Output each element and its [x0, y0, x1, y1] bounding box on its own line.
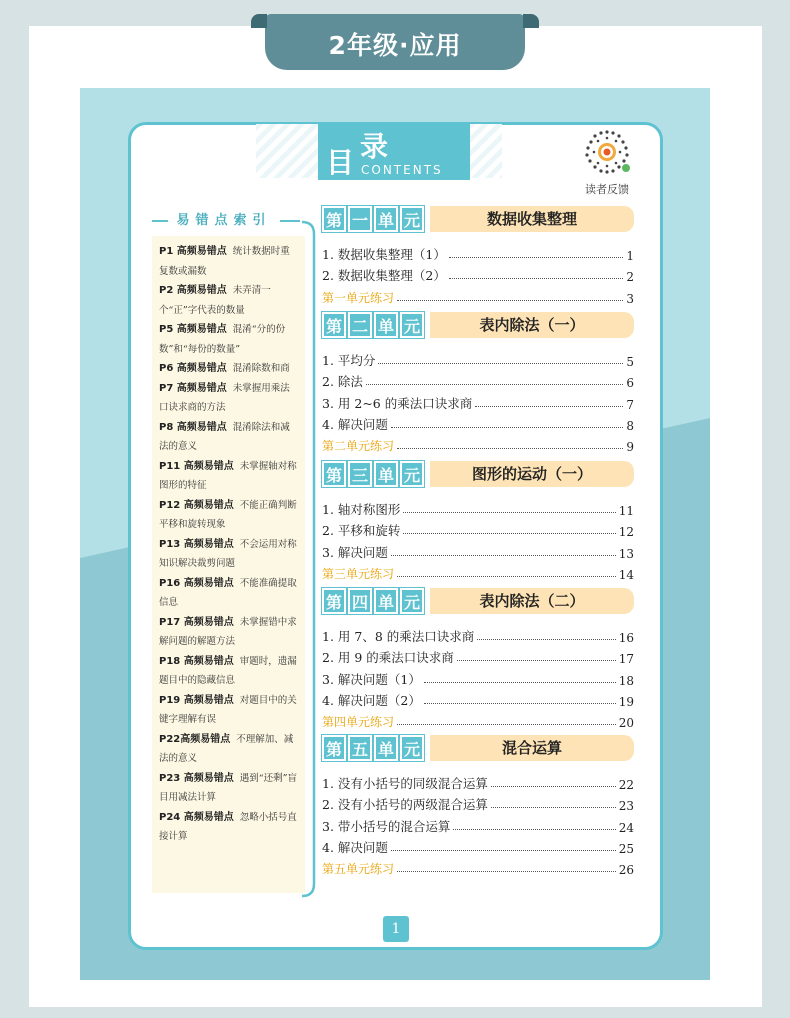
toc-leader-dots: [491, 807, 616, 808]
error-index-item[interactable]: [159, 574, 299, 613]
toc-lesson-row[interactable]: [322, 518, 634, 539]
toc-practice-row[interactable]: [322, 433, 634, 454]
toc-unit: [322, 735, 634, 877]
unit-name: 图形的运动（一）: [430, 461, 634, 487]
unit-name: 混合运算: [430, 735, 634, 761]
toc-lesson-row[interactable]: [322, 813, 634, 834]
unit-char: 第: [322, 735, 346, 761]
unit-number-label: [322, 312, 424, 338]
toc-leader-dots: [453, 829, 615, 830]
toc-row-title: 第四单元练习: [322, 714, 395, 729]
error-index-text: 混淆除数和商: [232, 363, 290, 374]
toc-row-title: 2. 平移和旋转: [322, 523, 401, 539]
unit-char: 一: [348, 206, 372, 232]
toc-leader-dots: [477, 639, 615, 640]
error-index-text: 混淆“分的份数”和“每份的数量”: [159, 324, 286, 355]
toc-leader-dots: [397, 576, 616, 577]
error-index-text: 统计数据时重复数或漏数: [159, 246, 290, 277]
toc-row-title: 第五单元练习: [322, 861, 395, 876]
unit-char: 单: [374, 735, 398, 761]
unit-name: 表内除法（一）: [430, 312, 634, 338]
toc-leader-dots: [403, 533, 615, 534]
error-index-item[interactable]: [159, 242, 299, 281]
toc-row-page: 5: [626, 355, 634, 370]
unit-lesson-list: [322, 771, 634, 877]
toc-leader-dots: [378, 363, 623, 364]
error-index-text: 未弄清一个“正”字代表的数量: [159, 285, 271, 316]
toc-row-title: 2. 用 9 的乘法口诀求商: [322, 650, 454, 666]
error-index-text: 审题时，遗漏题目中的隐藏信息: [159, 655, 297, 686]
error-index-item[interactable]: [159, 379, 299, 418]
toc-leader-dots: [449, 257, 624, 258]
error-index-text: 忽略小括号直接计算: [159, 811, 297, 842]
toc-row-title: 4. 解决问题: [322, 416, 388, 432]
unit-char: 单: [374, 588, 398, 614]
error-index-page: P16 高频易错点: [159, 577, 234, 589]
toc-leader-dots: [475, 406, 623, 407]
toc-row-title: 2. 数据收集整理（2）: [322, 268, 446, 284]
toc-row-title: 3. 解决问题（1）: [322, 671, 421, 687]
unit-char: 第: [322, 461, 346, 487]
unit-char: 三: [348, 461, 372, 487]
toc-row-page: 23: [618, 799, 634, 814]
error-index-page: P12 高频易错点: [159, 499, 234, 511]
unit-name: 表内除法（二）: [430, 588, 634, 614]
toc-row-title: 4. 解决问题（2）: [322, 692, 421, 708]
error-index-text: 不会运用对称知识解决裁剪问题: [159, 538, 297, 569]
toc-row-title: 3. 解决问题: [322, 544, 388, 560]
unit-header[interactable]: [322, 312, 634, 342]
toc-unit: [322, 461, 634, 582]
unit-char: 第: [322, 312, 346, 338]
error-index-text: 混淆除法和减法的意义: [159, 421, 290, 452]
toc-leader-dots: [366, 384, 623, 385]
page-number: 1: [383, 916, 409, 942]
error-index-text: 遇到“还剩”盲目用减法计算: [159, 772, 297, 803]
unit-char: 元: [400, 735, 424, 761]
toc-row-page: 16: [618, 631, 634, 646]
error-index-item[interactable]: [159, 730, 299, 769]
error-index-item[interactable]: [159, 320, 299, 359]
unit-char: 元: [400, 588, 424, 614]
toc-row-title: 第一单元练习: [322, 290, 395, 305]
error-index-page: P13 高频易错点: [159, 538, 234, 550]
grade-header-tab: [265, 14, 525, 70]
unit-char: 二: [348, 312, 372, 338]
toc-leader-dots: [491, 786, 616, 787]
toc-row-page: 8: [626, 418, 634, 433]
error-index-item[interactable]: [159, 496, 299, 535]
toc-row-page: 13: [618, 546, 634, 561]
error-index-page: P8 高频易错点: [159, 421, 227, 433]
error-index-header: [152, 210, 300, 232]
toc-lesson-row[interactable]: [322, 539, 634, 560]
error-index-page: P18 高频易错点: [159, 655, 234, 667]
toc-row-title: 1. 没有小括号的同级混合运算: [322, 776, 488, 792]
error-index-item[interactable]: [159, 652, 299, 691]
toc-row-page: 25: [618, 841, 634, 856]
toc-lesson-row[interactable]: [322, 348, 634, 369]
error-index-text: 不能准确提取信息: [159, 577, 297, 608]
error-index-title: 易错点索引: [168, 210, 280, 232]
error-index-page: P17 高频易错点: [159, 616, 234, 628]
unit-number-label: [322, 735, 424, 761]
toc-lesson-row[interactable]: [322, 792, 634, 813]
toc-leader-dots: [391, 427, 623, 428]
toc-lesson-row[interactable]: [322, 369, 634, 390]
unit-number-label: [322, 461, 424, 487]
toc-leader-dots: [397, 300, 623, 301]
toc-leader-dots: [391, 555, 616, 556]
unit-char: 单: [374, 206, 398, 232]
toc-row-title: 4. 解决问题: [322, 839, 388, 855]
unit-char: 元: [400, 206, 424, 232]
toc-row-page: 6: [626, 376, 634, 391]
toc-lesson-row[interactable]: [322, 666, 634, 687]
error-index-item[interactable]: [159, 418, 299, 457]
toc-leader-dots: [403, 512, 615, 513]
error-index-list: [152, 236, 305, 893]
error-index-text: 未掌握用乘法口诀求商的方法: [159, 382, 290, 413]
error-index-text: 不理解加、减法的意义: [159, 733, 294, 764]
toc-lesson-row[interactable]: [322, 771, 634, 792]
unit-lesson-list: [322, 242, 634, 306]
toc-row-title: 第二单元练习: [322, 438, 395, 453]
toc-leader-dots: [397, 448, 623, 449]
toc-row-title: 1. 平均分: [322, 353, 376, 369]
error-index-page: P19 高频易错点: [159, 694, 234, 706]
unit-lesson-list: [322, 348, 634, 454]
error-index-text: 未掌握轴对称图形的特征: [159, 460, 297, 491]
toc-lesson-row[interactable]: [322, 412, 634, 433]
toc-row-page: 19: [618, 694, 634, 709]
unit-char: 单: [374, 312, 398, 338]
error-index-page: P11 高频易错点: [159, 460, 234, 472]
toc-lesson-row[interactable]: [322, 390, 634, 411]
error-index-page: P1 高频易错点: [159, 246, 227, 257]
toc-practice-row[interactable]: [322, 561, 634, 582]
toc-row-page: 7: [626, 397, 634, 412]
toc-practice-row[interactable]: [322, 709, 634, 730]
toc-row-title: 3. 用 2~6 的乘法口诀求商: [322, 395, 473, 411]
toc-row-page: 17: [618, 652, 634, 667]
unit-char: 第: [322, 206, 346, 232]
toc-row-page: 20: [618, 715, 634, 730]
feedback-qr-code[interactable]: [583, 128, 631, 176]
error-index-page: P23 高频易错点: [159, 772, 234, 784]
toc-row-page: 9: [626, 439, 634, 454]
toc-row-title: 3. 带小括号的混合运算: [322, 818, 451, 834]
toc-row-page: 1: [626, 249, 634, 264]
error-index-item[interactable]: [159, 613, 299, 652]
toc-leader-dots: [457, 660, 616, 661]
toc-row-page: 24: [618, 820, 634, 835]
error-index-item[interactable]: [159, 808, 299, 847]
toc-leader-dots: [391, 850, 616, 851]
toc-unit: [322, 588, 634, 730]
error-index-item[interactable]: [159, 281, 299, 320]
toc-unit: [322, 312, 634, 454]
error-index-text: 对题目中的关键字理解有误: [159, 694, 297, 725]
toc-row-title: 1. 数据收集整理（1）: [322, 247, 446, 263]
error-index-item[interactable]: [159, 457, 299, 496]
toc-leader-dots: [397, 871, 616, 872]
error-index-page: P2 高频易错点: [159, 285, 227, 296]
error-index-item[interactable]: [159, 691, 299, 730]
toc-title-mu: 目: [326, 146, 355, 179]
toc-lesson-row[interactable]: [322, 835, 634, 856]
feedback-label: 读者反馈: [585, 183, 629, 196]
toc-lesson-row[interactable]: [322, 242, 634, 263]
error-index-item[interactable]: [159, 535, 299, 574]
error-index-text: 未掌握错中求解问题的解题方法: [159, 616, 297, 647]
error-index-item[interactable]: [159, 359, 299, 379]
error-index-page: P5 高频易错点: [159, 324, 227, 335]
unit-number-label: [322, 206, 424, 232]
toc-row-title: 2. 除法: [322, 374, 363, 390]
unit-lesson-list: [322, 624, 634, 730]
unit-header[interactable]: [322, 461, 634, 491]
unit-char: 第: [322, 588, 346, 614]
toc-title-en: CONTENTS: [361, 163, 443, 177]
toc-row-page: 12: [618, 525, 634, 540]
toc-lesson-row[interactable]: [322, 497, 634, 518]
toc-lesson-row[interactable]: [322, 645, 634, 666]
toc-row-title: 第三单元练习: [322, 566, 395, 581]
toc-row-page: 11: [618, 504, 634, 519]
toc-lesson-row[interactable]: [322, 624, 634, 645]
unit-number-label: [322, 588, 424, 614]
unit-header[interactable]: [322, 206, 634, 236]
error-index-text: 不能正确判断平移和旋转现象: [159, 499, 297, 530]
unit-char: 元: [400, 312, 424, 338]
unit-header[interactable]: [322, 588, 634, 618]
toc-lesson-row[interactable]: [322, 263, 634, 284]
grade-title: 2年级·应用: [328, 31, 462, 60]
unit-lesson-list: [322, 497, 634, 582]
toc-row-page: 14: [618, 567, 634, 582]
unit-char: 元: [400, 461, 424, 487]
error-index-page: P7 高频易错点: [159, 382, 227, 394]
toc-row-title: 1. 轴对称图形: [322, 502, 401, 518]
unit-char: 单: [374, 461, 398, 487]
toc-row-page: 3: [626, 291, 634, 306]
unit-name: 数据收集整理: [430, 206, 634, 232]
toc-row-title: 2. 没有小括号的两级混合运算: [322, 797, 488, 813]
toc-leader-dots: [424, 703, 616, 704]
error-index-page: P22高频易错点: [159, 733, 231, 745]
error-index-item[interactable]: [159, 769, 299, 808]
toc-unit: [322, 206, 634, 306]
toc-row-page: 2: [626, 270, 634, 285]
toc-leader-dots: [449, 278, 624, 279]
toc-practice-row[interactable]: [322, 284, 634, 305]
unit-char: 五: [348, 735, 372, 761]
unit-header[interactable]: [322, 735, 634, 765]
toc-leader-dots: [397, 724, 616, 725]
toc-lesson-row[interactable]: [322, 688, 634, 709]
error-index-page: P24 高频易错点: [159, 811, 234, 823]
toc-row-page: 22: [618, 778, 634, 793]
error-index-page: P6 高频易错点: [159, 363, 227, 374]
toc-title-lu: 录: [360, 130, 389, 163]
toc-practice-row[interactable]: [322, 856, 634, 877]
toc-row-page: 18: [618, 673, 634, 688]
toc-leader-dots: [424, 682, 616, 683]
toc-row-title: 1. 用 7、8 的乘法口诀求商: [322, 629, 475, 645]
unit-char: 四: [348, 588, 372, 614]
toc-row-page: 26: [618, 862, 634, 877]
